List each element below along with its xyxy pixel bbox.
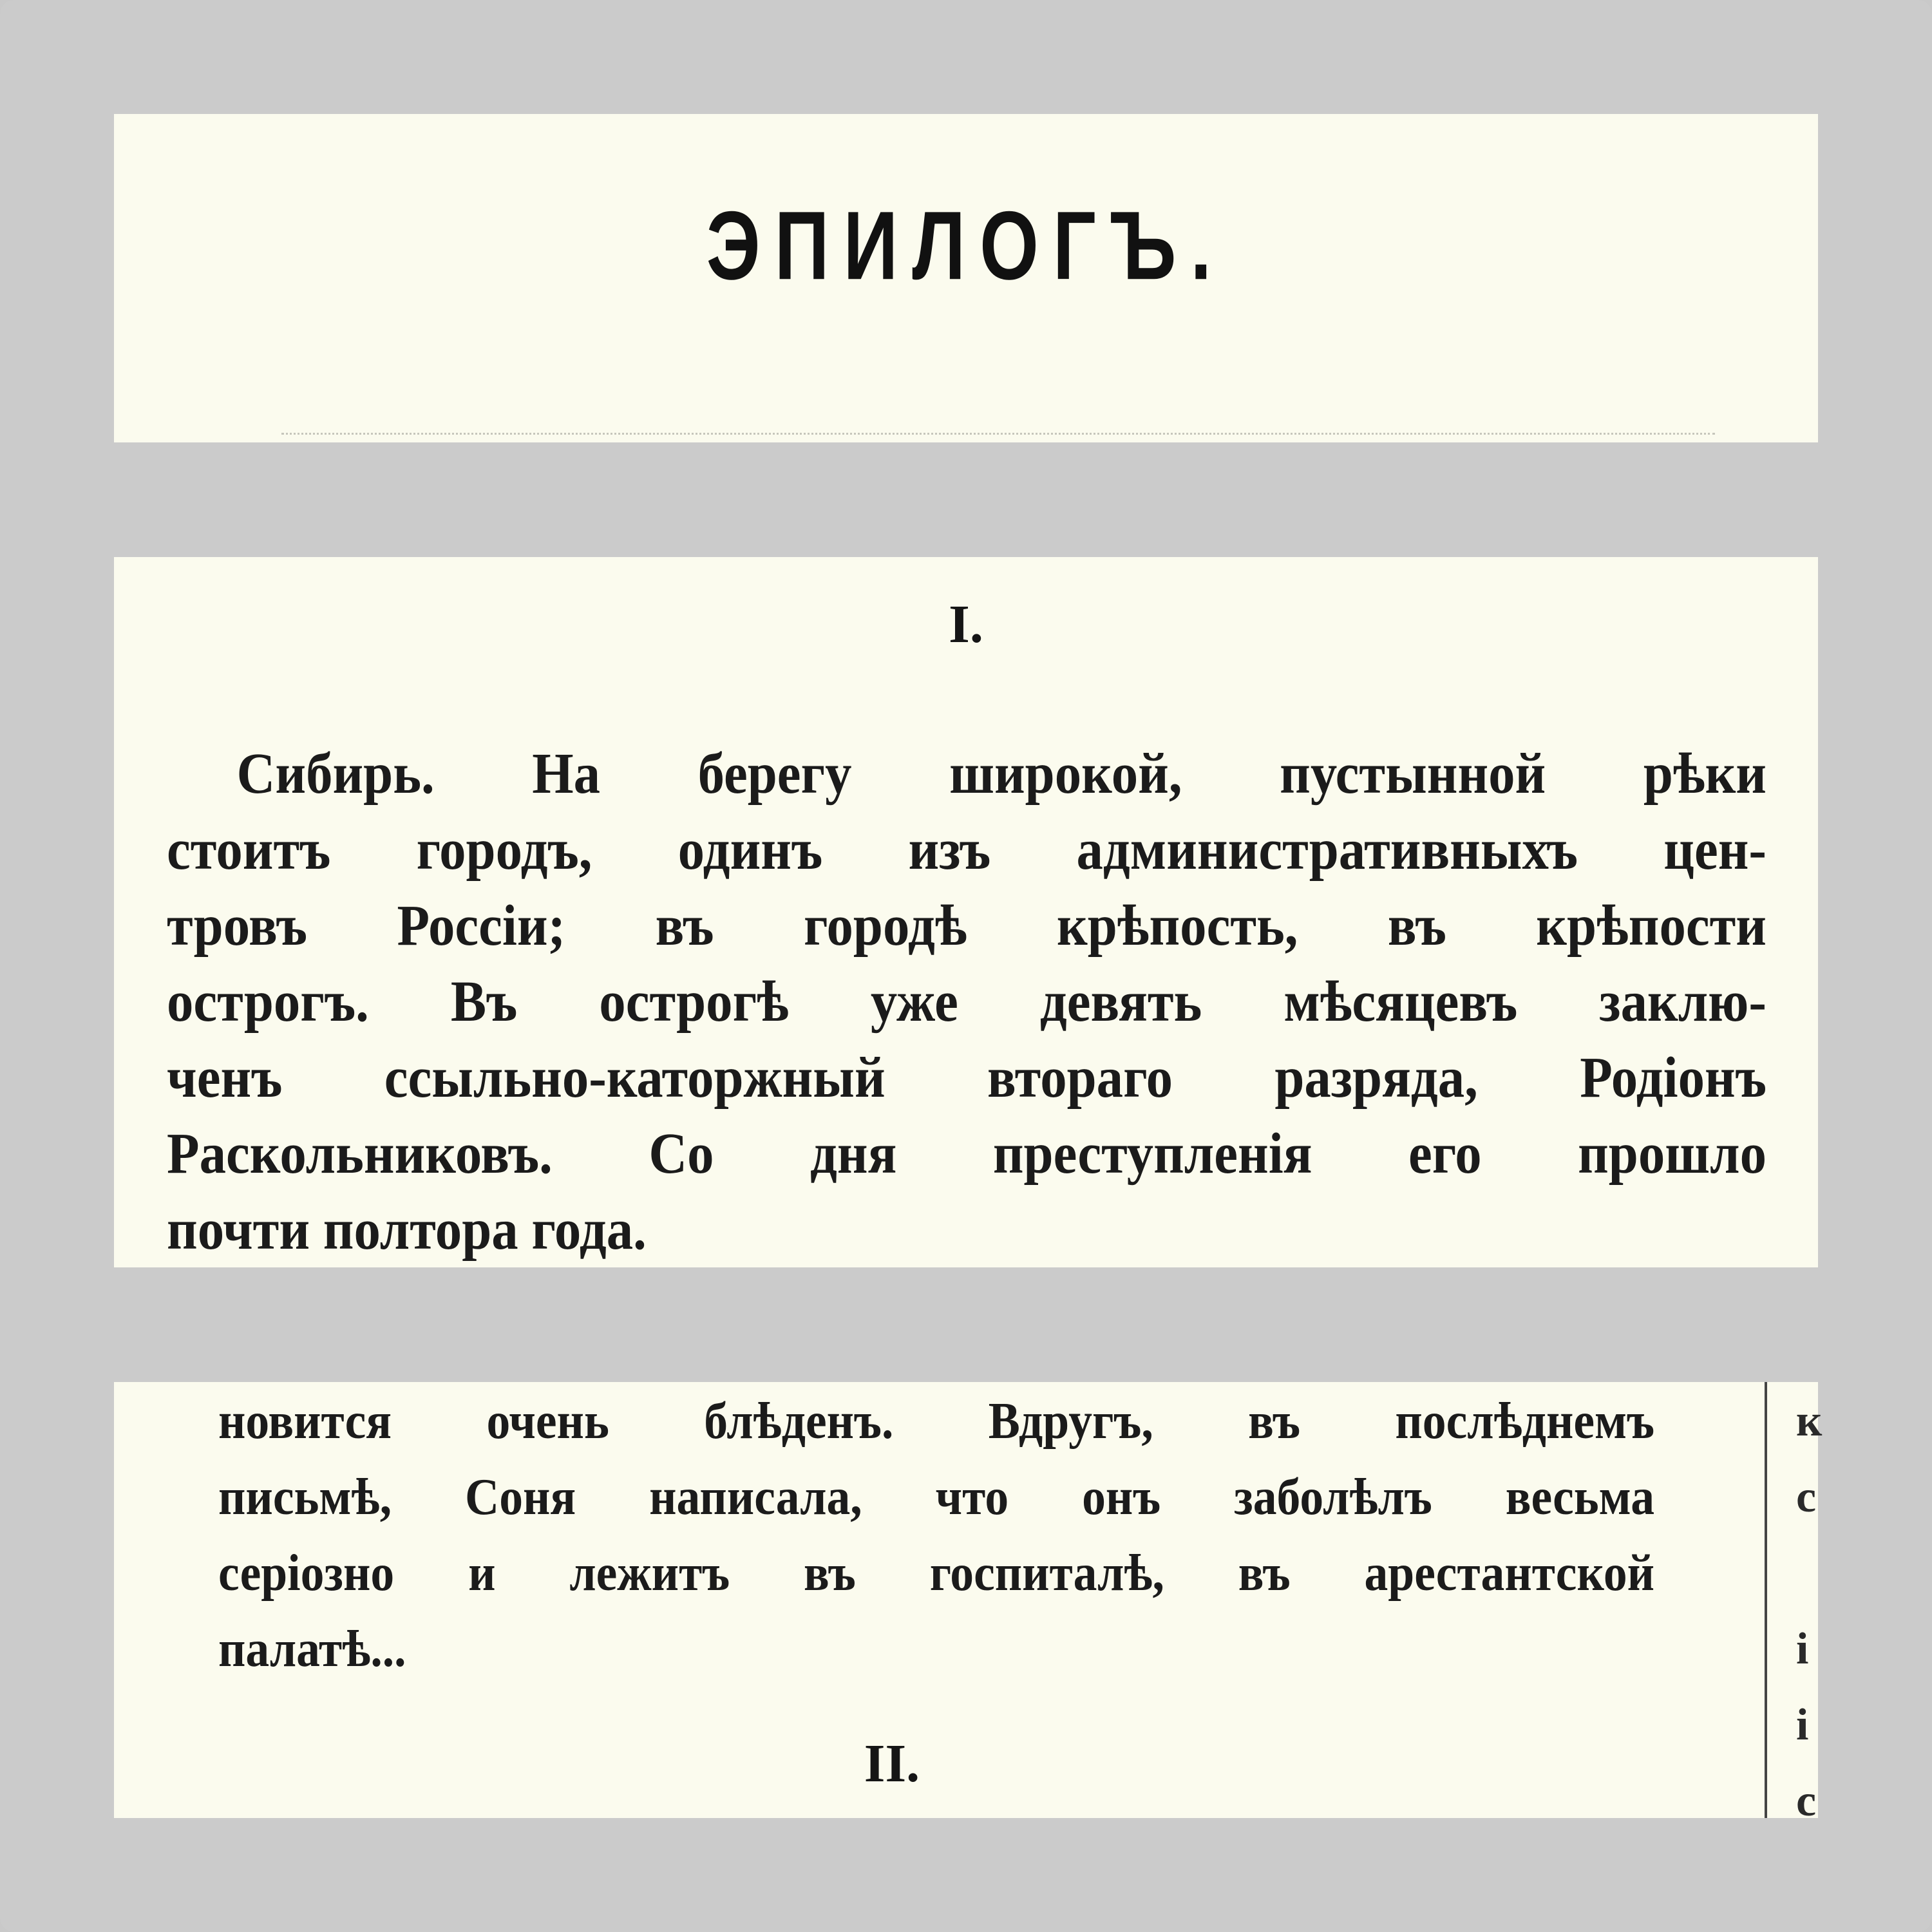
text-line: почти полтора года.	[167, 1198, 647, 1262]
adjacent-column-fragment	[1796, 1383, 1822, 1839]
text-line: Раскольниковъ. Со дня преступленія его прошло	[167, 1122, 1766, 1186]
chapter-two-panel	[114, 1382, 1823, 1826]
text-line: острогъ. Въ острогѣ уже девять мѣсяцевъ заклю-	[167, 970, 1766, 1034]
edge-glyph: і	[1796, 1700, 1809, 1750]
chapter-one-panel	[114, 557, 1818, 1267]
cropped-text-line	[281, 433, 1715, 451]
text-line: ченъ ссыльно-каторжный втораго разряда, Родіонъ	[167, 1046, 1766, 1110]
edge-glyph: с	[1796, 1776, 1817, 1826]
text-line: новится очень блѣденъ. Вдругъ, въ послѣднемъ	[218, 1393, 1655, 1450]
column-divider	[1765, 1382, 1767, 1818]
closing-paragraph	[218, 1383, 1656, 1687]
chapter-one-paragraph	[167, 736, 1770, 1268]
page-title: ЭПИЛОГЪ.	[706, 191, 1226, 301]
text-line: палатѣ...	[218, 1621, 406, 1678]
edge-glyph: к	[1796, 1396, 1823, 1446]
title-panel	[114, 114, 1818, 442]
edge-glyph: с	[1796, 1472, 1817, 1522]
text-line: письмѣ, Соня написала, что онъ заболѣлъ весьма	[218, 1469, 1655, 1526]
text-line: стоитъ городъ, одинъ изъ административныхъ цен-	[167, 818, 1766, 882]
chapter-numeral: I.	[949, 594, 983, 654]
text-line: Сибирь. На берегу широкой, пустынной рѣки	[236, 742, 1766, 806]
edge-glyph	[1796, 1535, 1822, 1611]
text-line: тровъ Россіи; въ городѣ крѣпость, въ крѣпости	[167, 894, 1766, 958]
chapter-numeral: II.	[864, 1734, 920, 1794]
edge-glyph: і	[1796, 1624, 1809, 1674]
text-line: серіозно и лежитъ въ госпиталѣ, въ арестантской	[218, 1545, 1655, 1602]
